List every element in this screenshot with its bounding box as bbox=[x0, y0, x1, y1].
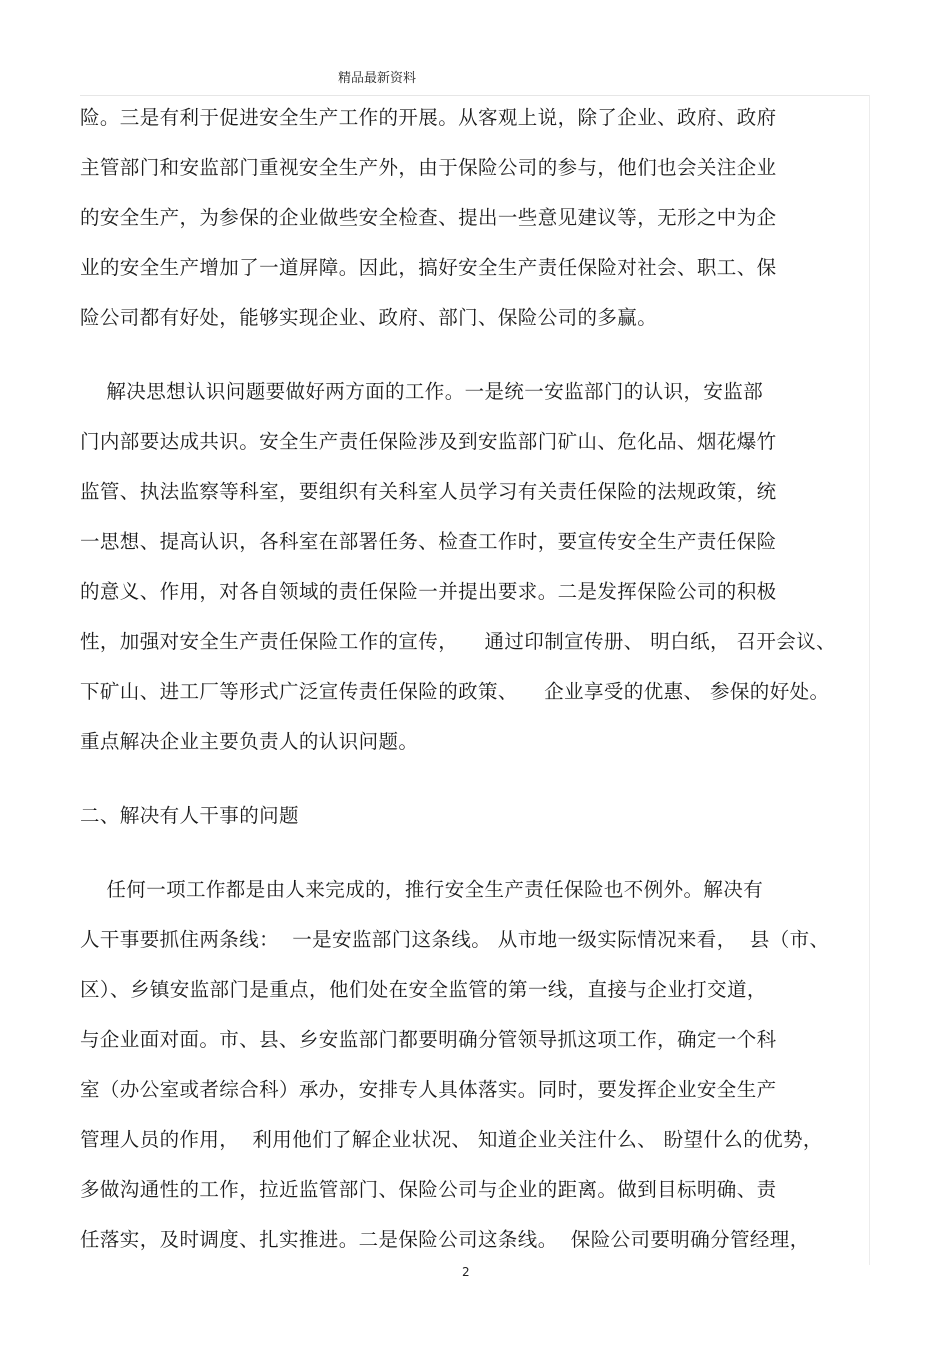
text-line: 重点解决企业主要负责人的认识问题。 bbox=[80, 730, 419, 753]
text-line: 的意义、作用，对各自领域的责任保险一并提出要求。二是发挥保险公司的积极 bbox=[80, 580, 777, 603]
text-line: 室（办公室或者综合科）承办，安排专人具体落实。同时，要发挥企业安全生产 bbox=[80, 1078, 777, 1101]
text-line: 主管部门和安监部门重视安全生产外，由于保险公司的参与，他们也会关注企业 bbox=[80, 156, 777, 179]
text-line: 任何一项工作都是由人来完成的，推行安全生产责任保险也不例外。解决有 bbox=[80, 878, 764, 901]
text-line: 一思想、提高认识，各科室在部署任务、检查工作时，要宣传安全生产责任保险 bbox=[80, 530, 777, 553]
right-margin-divider bbox=[869, 95, 870, 1265]
section-heading: 二、解决有人干事的问题 bbox=[80, 804, 299, 827]
text-line: 管理人员的作用， 利用他们了解企业状况、 知道企业关注什么、 盼望什么的优势， bbox=[80, 1128, 823, 1151]
page-header: 精品最新资料 bbox=[338, 71, 417, 86]
text-line: 性，加强对安全生产责任保险工作的宣传， 通过印制宣传册、 明白纸， 召开会议、 bbox=[80, 630, 836, 653]
text-line: 多做沟通性的工作，拉近监管部门、保险公司与企业的距离。做到目标明确、责 bbox=[80, 1178, 777, 1201]
text-line: 下矿山、进工厂等形式广泛宣传责任保险的政策、 企业享受的优惠、 参保的好处。 bbox=[80, 680, 830, 703]
text-line: 任落实，及时调度、扎实推进。二是保险公司这条线。 保险公司要明确分管经理， bbox=[80, 1228, 810, 1251]
text-line: 的安全生产，为参保的企业做些安全检查、提出一些意见建议等，无形之中为企 bbox=[80, 206, 777, 229]
text-line: 解决思想认识问题要做好两方面的工作。一是统一安监部门的认识，安监部 bbox=[80, 380, 764, 403]
page-number: 2 bbox=[462, 1265, 470, 1279]
text-line: 险。三是有利于促进安全生产工作的开展。从客观上说，除了企业、政府、政府 bbox=[80, 106, 777, 129]
text-line: 业的安全生产增加了一道屏障。因此，搞好安全生产责任保险对社会、职工、保 bbox=[80, 256, 777, 279]
text-line: 监管、执法监察等科室，要组织有关科室人员学习有关责任保险的法规政策，统 bbox=[80, 480, 777, 503]
header-divider bbox=[80, 95, 870, 96]
text-line: 区）、乡镇安监部门是重点，他们处在安全监管的第一线，直接与企业打交道， bbox=[80, 978, 767, 1001]
text-line: 门内部要达成共识。安全生产责任保险涉及到安监部门矿山、危化品、烟花爆竹 bbox=[80, 430, 777, 453]
text-line: 险公司都有好处，能够实现企业、政府、部门、保险公司的多赢。 bbox=[80, 306, 658, 329]
text-line: 人干事要抓住两条线： 一是安监部门这条线。 从市地一级实际情况来看， 县（市、 bbox=[80, 928, 830, 951]
text-line: 与企业面对面。市、县、乡安监部门都要明确分管领导抓这项工作，确定一个科 bbox=[80, 1028, 777, 1051]
